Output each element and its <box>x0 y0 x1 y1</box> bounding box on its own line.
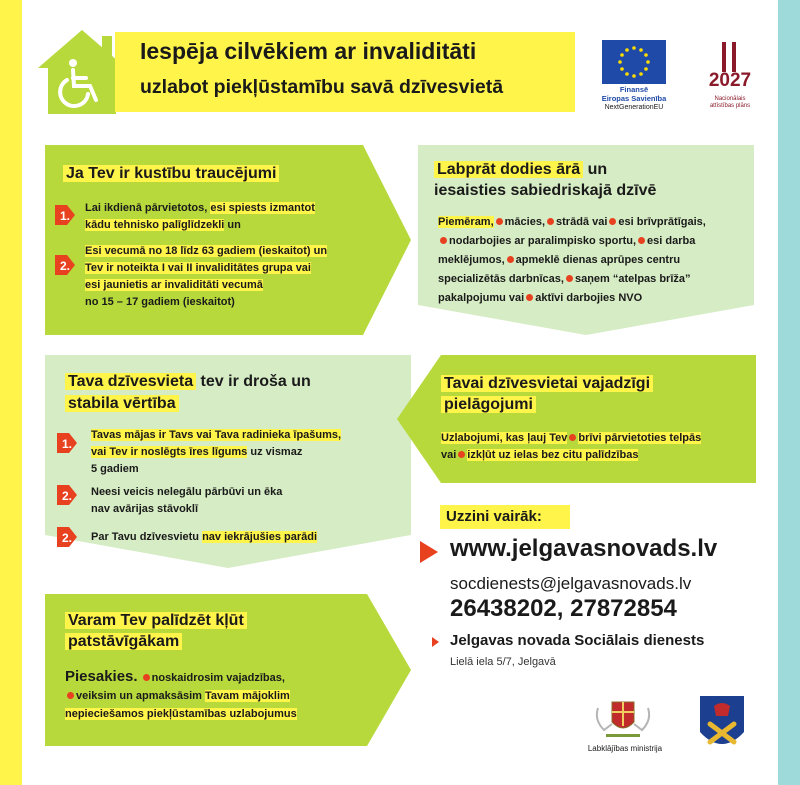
home-step-1-arrow-icon <box>57 433 77 453</box>
jelgava-coat-of-arms-icon <box>698 694 746 754</box>
eu-flag-logo <box>602 40 666 84</box>
home-heading: Tava dzīvesvieta tev ir droša un stabila vērtība <box>65 371 311 415</box>
mobility-item-1: Lai ikdienā pārvietotos, esi spiests izmantot kādu tehnisko palīglīdzekli un <box>85 202 315 231</box>
left-yellow-stripe <box>0 0 22 785</box>
svg-text:2.: 2. <box>60 259 71 273</box>
organization-name: Jelgavas novada Sociālais dienests <box>450 632 705 649</box>
right-teal-stripe <box>778 0 800 785</box>
org-arrow-icon <box>432 637 439 647</box>
email-link[interactable]: socdienests@jelgavasnovads.lv <box>450 574 692 593</box>
home-item-1: Tavas mājas ir Tavs vai Tava radinieka īpašums, vai Tev ir noslēgts īres līgums uz vismaz 5 gadiem <box>91 429 342 475</box>
home-step-3-arrow-icon <box>57 527 77 547</box>
step-1-arrow-icon <box>55 205 75 225</box>
home-step-2-arrow-icon <box>57 485 77 505</box>
home-item-3: Par Tavu dzīvesvietu nav iekrājušies parādi <box>91 531 318 543</box>
address: Lielā iela 5/7, Jelgavā <box>450 656 556 668</box>
help-heading: Varam Tev palīdzēt kļūt patstāvīgākam <box>65 610 247 652</box>
help-text: Piesakies. noskaidrosim vajadzības, veiksim un apmaksāsim Tavam mājoklim nepieciešamos piekļūstamības uzlabojumus <box>65 668 297 720</box>
ministry-caption: Labklājības ministrija <box>587 744 663 753</box>
home-item-2: Neesi veicis nelegālu pārbūvi un ēka nav avārijas stāvoklī <box>91 486 283 515</box>
page-title: Iespēja cilvēkiem ar invaliditāti <box>140 38 477 64</box>
contact-heading: Uzzini vairāk: <box>440 505 570 529</box>
adaptations-heading: Tavai dzīvesvietai vajadzīgi pielāgojumi <box>441 373 653 415</box>
national-plan-logo: 2027 Nacionālais attīstības plāns <box>700 42 760 114</box>
panel-mobility <box>45 145 413 335</box>
mobility-item-2: Esi vecumā no 18 līdz 63 gadiem (ieskaitot) un Tev ir noteikta I vai II invaliditātes grupa vai esi jaunietis ar invaliditāti vecumā no 15 – 17 gadiem (ieskaitot) <box>85 245 328 308</box>
website-arrow-icon <box>420 541 438 563</box>
page-subtitle: uzlabot piekļūstamību savā dzīvesvietā <box>140 76 504 98</box>
svg-text:2.: 2. <box>62 531 73 545</box>
panel-adaptations <box>397 355 756 483</box>
website-link[interactable]: www.jelgavasnovads.lv <box>450 535 718 562</box>
panel-help <box>45 594 413 746</box>
panel-social <box>418 145 756 337</box>
latvia-coat-of-arms-icon <box>592 696 654 740</box>
social-heading: Labprāt dodies ārā un iesaisties sabiedriskajā dzīvē <box>434 161 657 199</box>
step-2-arrow-icon <box>55 255 75 275</box>
svg-text:1.: 1. <box>60 209 71 223</box>
svg-text:1.: 1. <box>62 437 73 451</box>
panel-home <box>45 355 413 570</box>
svg-text:2.: 2. <box>62 489 73 503</box>
adaptations-text: Uzlabojumi, kas ļauj Tev brīvi pārvietoties telpās vai izkļūt uz ielas bez citu palīdzības <box>441 432 702 461</box>
eu-funding-caption: Finansē Eiropas Savienība NextGenerationEU <box>601 85 667 111</box>
mobility-heading: Ja Tev ir kustību traucējumi <box>63 163 279 185</box>
phone-numbers[interactable]: 26438202, 27872854 <box>450 595 677 622</box>
social-examples: Piemēram, mācies, strādā vai esi brīvprātīgais, nodarbojies ar paralimpisko sportu, esi darba meklējumos, apmeklē dienas aprūpes centru specializētās darbnīcas, saņem “atelpas brīža” pakalpojumu vai aktīvi darbojies NVO <box>438 216 706 304</box>
